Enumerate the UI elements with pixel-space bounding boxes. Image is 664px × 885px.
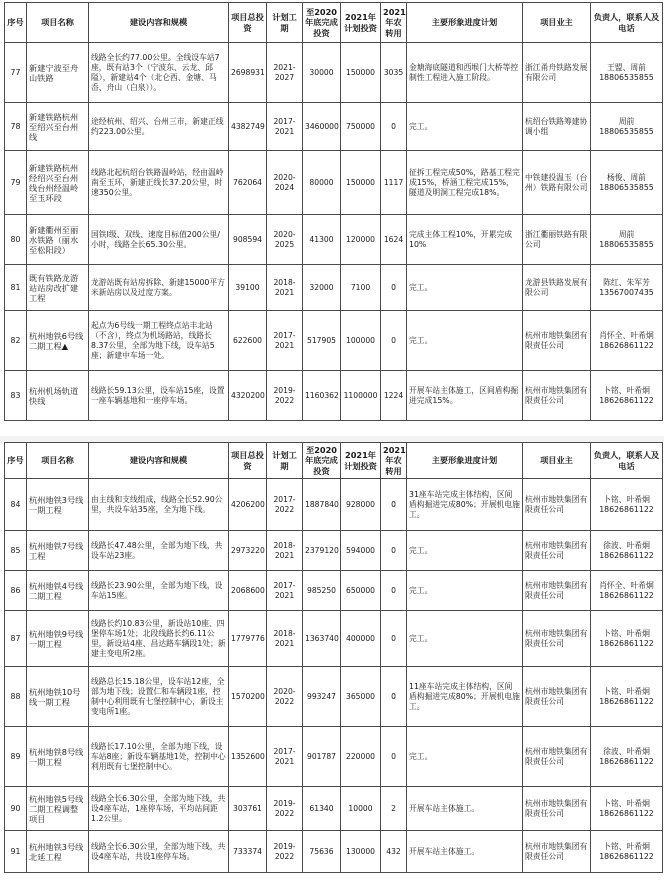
cell-name: 新建铁路杭州至绍兴至台州线 — [27, 103, 89, 151]
cell-name: 新建衢州至丽水铁路（丽水至松阳段） — [27, 215, 89, 265]
cell-plan2021: 594000 — [341, 531, 381, 571]
cell-owner: 杭州市地铁集团有限责任公司 — [523, 831, 591, 873]
cell-plan2021: 150000 — [341, 43, 381, 103]
cell-period: 2017-2021 — [267, 311, 303, 371]
cell-period: 2019-2022 — [267, 831, 303, 873]
project-table — [4, 442, 663, 873]
cell-contact: 肖怀全、叶希炯18626861122 — [591, 311, 663, 371]
cell-period: 2020-2024 — [267, 151, 303, 215]
cell-no: 78 — [5, 103, 27, 151]
cell-name: 杭州地铁8号线一期工程 — [27, 727, 89, 787]
cell-contact: 卜铭、叶希炯18626861122 — [591, 667, 663, 727]
cell-farm: 0 — [381, 265, 407, 311]
header-name: 项目名称 — [27, 3, 89, 43]
cell-no: 88 — [5, 667, 27, 727]
cell-owner: 杭州市地铁集团有限责任公司 — [523, 311, 591, 371]
cell-done2020: 2379120 — [303, 531, 341, 571]
cell-content: 线路北起杭绍台铁路温岭站，经由温岭南至玉环，新建正线长37.20公里，时速350公里。 — [89, 151, 229, 215]
cell-progress: 完成主体工程10%，开累完成10% — [407, 215, 523, 265]
cell-done2020: 1363740 — [303, 611, 341, 667]
cell-content: 途经杭州、绍兴、台州三市，新建正线约223.00公里。 — [89, 103, 229, 151]
cell-done2020: 80000 — [303, 151, 341, 215]
cell-progress: 完工。 — [407, 571, 523, 611]
cell-done2020: 993247 — [303, 667, 341, 727]
cell-no: 90 — [5, 787, 27, 831]
table-row — [5, 215, 663, 265]
project-table — [4, 2, 663, 421]
cell-owner: 杭州市地铁集团有限责任公司 — [523, 531, 591, 571]
cell-done2020: 32000 — [303, 265, 341, 311]
cell-no: 80 — [5, 215, 27, 265]
project-table-page-2 — [4, 442, 660, 873]
cell-content: 国铁Ⅰ级、双线、速度目标值200公里/小时，线路全长65.30公里。 — [89, 215, 229, 265]
cell-no: 89 — [5, 727, 27, 787]
cell-period: 2021-2027 — [267, 43, 303, 103]
table-row — [5, 727, 663, 787]
cell-period: 2018-2021 — [267, 531, 303, 571]
cell-no: 77 — [5, 43, 27, 103]
cell-name: 杭州地铁4号线二期工程 — [27, 571, 89, 611]
header-total: 项目总投资 — [229, 443, 267, 479]
cell-owner: 龙游县铁路发展有限公司 — [523, 265, 591, 311]
header-name: 项目名称 — [27, 443, 89, 479]
cell-total: 908594 — [229, 215, 267, 265]
cell-name: 杭州地铁10号线一期工程 — [27, 667, 89, 727]
cell-progress: 金塘海底隧道和西堠门大桥等控制性工程进入施工阶段。 — [407, 43, 523, 103]
cell-contact: 周前18806535855 — [591, 215, 663, 265]
cell-no: 81 — [5, 265, 27, 311]
cell-contact: 杨俊、周前18806535855 — [591, 151, 663, 215]
cell-content: 龙游站既有站房拆除、新建15000平方米新站房以及过度方案。 — [89, 265, 229, 311]
cell-progress: 完工。 — [407, 311, 523, 371]
cell-total: 4320200 — [229, 371, 267, 421]
cell-content: 线路长约10.83公里，新设站10座、四堡停车场1处；北段线路长约6.11公里，新设站4座、昌达路车辆段1处；新建主变电所2座。 — [89, 611, 229, 667]
cell-period: 2017-2021 — [267, 103, 303, 151]
cell-no: 79 — [5, 151, 27, 215]
cell-period: 2018-2021 — [267, 265, 303, 311]
cell-progress: 开展车站主体施工。 — [407, 831, 523, 873]
table-row — [5, 667, 663, 727]
cell-done2020: 901787 — [303, 727, 341, 787]
cell-progress: 完工。 — [407, 265, 523, 311]
cell-plan2021: 130000 — [341, 831, 381, 873]
cell-progress: 11座车站完成主体结构，区间盾构掘进完成80%；开展机电施工。 — [407, 667, 523, 727]
cell-name: 杭州地铁3号线北延工程 — [27, 831, 89, 873]
cell-no: 85 — [5, 531, 27, 571]
cell-contact: 卜铭、叶希炯18626861122 — [591, 831, 663, 873]
header-progress: 主要形象进度计划 — [407, 3, 523, 43]
header-farm: 2021年农转用 — [381, 3, 407, 43]
header-contact: 负责人，联系人及电话 — [591, 3, 663, 43]
cell-plan2021: 120000 — [341, 215, 381, 265]
cell-farm: 0 — [381, 531, 407, 571]
table-row — [5, 265, 663, 311]
cell-contact: 卜铭、叶希炯18626861122 — [591, 479, 663, 531]
cell-owner: 浙江衢丽铁路有限公司 — [523, 215, 591, 265]
cell-no: 86 — [5, 571, 27, 611]
cell-contact: 王盟、周前18806535855 — [591, 43, 663, 103]
cell-total: 4206200 — [229, 479, 267, 531]
cell-plan2021: 650000 — [341, 571, 381, 611]
cell-name: 新建铁路杭州经绍兴至台州线台州经温岭至玉环段 — [27, 151, 89, 215]
cell-owner: 杭绍台铁路筹建协调小组 — [523, 103, 591, 151]
cell-period: 2017-2021 — [267, 571, 303, 611]
cell-farm: 432 — [381, 831, 407, 873]
cell-total: 1570200 — [229, 667, 267, 727]
cell-done2020: 985250 — [303, 571, 341, 611]
cell-total: 762064 — [229, 151, 267, 215]
cell-owner: 杭州市地铁集团有限责任公司 — [523, 611, 591, 667]
cell-progress: 完工。 — [407, 727, 523, 787]
cell-owner: 杭州市地铁集团有限责任公司 — [523, 667, 591, 727]
cell-name: 杭州地铁7号线工程 — [27, 531, 89, 571]
cell-done2020: 1160362 — [303, 371, 341, 421]
cell-farm: 0 — [381, 611, 407, 667]
cell-contact: 卜铭、叶希炯18626861122 — [591, 787, 663, 831]
cell-content: 线路总长15.18公里，设车站12座，全部为地下线；设置仁和车辆段1座，控制中心利用既有七堡控制中心，新设主变电所1座。 — [89, 667, 229, 727]
header-done2020: 至2020年底完成投资 — [303, 3, 341, 43]
cell-content: 线路全长6.30公里，全部为地下线，共设4座车站，1座停车场，平均站间距1.2公里。 — [89, 787, 229, 831]
cell-no: 84 — [5, 479, 27, 531]
table-row — [5, 831, 663, 873]
cell-total: 303761 — [229, 787, 267, 831]
cell-total: 39100 — [229, 265, 267, 311]
cell-owner: 中铁建投温玉（台州）铁路有限公司 — [523, 151, 591, 215]
cell-plan2021: 365000 — [341, 667, 381, 727]
cell-farm: 0 — [381, 727, 407, 787]
cell-content: 由主线和支线组成，线路全长52.90公里，共设车站35座，全为地下线。 — [89, 479, 229, 531]
cell-progress: 征拆工程完成50%，路基工程完成15%，桥涵工程完成15%，隧道及明洞工程完成18%。 — [407, 151, 523, 215]
cell-farm: 1224 — [381, 371, 407, 421]
cell-owner: 杭州市地铁集团有限责任公司 — [523, 727, 591, 787]
table-row — [5, 103, 663, 151]
header-total: 项目总投资 — [229, 3, 267, 43]
cell-farm: 0 — [381, 103, 407, 151]
header-progress: 主要形象进度计划 — [407, 443, 523, 479]
cell-total: 2698931 — [229, 43, 267, 103]
cell-period: 2017-2021 — [267, 727, 303, 787]
table-row — [5, 531, 663, 571]
cell-progress: 完工。 — [407, 103, 523, 151]
header-contact: 负责人，联系人及电话 — [591, 443, 663, 479]
cell-done2020: 30000 — [303, 43, 341, 103]
cell-total: 2973220 — [229, 531, 267, 571]
header-row — [5, 443, 663, 479]
cell-farm: 1117 — [381, 151, 407, 215]
table-row — [5, 371, 663, 421]
cell-contact: 徐波、叶希炯18626861122 — [591, 727, 663, 787]
table-row — [5, 479, 663, 531]
cell-progress: 开展车站主体施工。 — [407, 787, 523, 831]
cell-total: 4382749 — [229, 103, 267, 151]
header-owner: 项目业主 — [523, 443, 591, 479]
table-row — [5, 311, 663, 371]
cell-farm: 0 — [381, 479, 407, 531]
header-owner: 项目业主 — [523, 3, 591, 43]
cell-content: 线路长17.10公里，全部为地下线，设车站8座；新设车辆基地1处，控制中心利用既有七堡控制中心。 — [89, 727, 229, 787]
header-done2020: 至2020年底完成投资 — [303, 443, 341, 479]
cell-done2020: 75636 — [303, 831, 341, 873]
cell-content: 起点为6号线一期工程终点站丰北站（不含），终点为机场路站，线路长8.37公里，全部为地下线，设车站5座；新建中车场一处。 — [89, 311, 229, 371]
table-row — [5, 571, 663, 611]
cell-plan2021: 400000 — [341, 611, 381, 667]
header-no: 序号 — [5, 3, 27, 43]
cell-contact: 卜铭、叶希炯18626861122 — [591, 611, 663, 667]
cell-owner: 杭州市地铁集团有限责任公司 — [523, 787, 591, 831]
cell-owner: 杭州市地铁集团有限责任公司 — [523, 479, 591, 531]
cell-plan2021: 150000 — [341, 151, 381, 215]
cell-period: 2020-2022 — [267, 667, 303, 727]
header-row — [5, 3, 663, 43]
cell-name: 杭州机场轨道快线 — [27, 371, 89, 421]
cell-name: 既有铁路龙游站站房改扩建工程 — [27, 265, 89, 311]
cell-period: 2020-2025 — [267, 215, 303, 265]
cell-plan2021: 220000 — [341, 727, 381, 787]
cell-contact: 徐波、叶希炯18626861122 — [591, 531, 663, 571]
cell-progress: 完工。 — [407, 531, 523, 571]
cell-no: 82 — [5, 311, 27, 371]
header-period: 计划工期 — [267, 443, 303, 479]
cell-progress: 31座车站完成主体结构，区间盾构掘进完成80%；开展机电施工。 — [407, 479, 523, 531]
cell-farm: 3035 — [381, 43, 407, 103]
cell-farm: 0 — [381, 571, 407, 611]
header-period: 计划工期 — [267, 3, 303, 43]
cell-plan2021: 10000 — [341, 787, 381, 831]
cell-plan2021: 750000 — [341, 103, 381, 151]
cell-no: 83 — [5, 371, 27, 421]
header-plan2021: 2021年计划投资 — [341, 3, 381, 43]
cell-name: 杭州地铁5号线二期工程调整项目 — [27, 787, 89, 831]
cell-plan2021: 928000 — [341, 479, 381, 531]
cell-done2020: 41300 — [303, 215, 341, 265]
table-row — [5, 787, 663, 831]
cell-farm: 1624 — [381, 215, 407, 265]
cell-period: 2017-2022 — [267, 479, 303, 531]
cell-plan2021: 1100000 — [341, 371, 381, 421]
cell-total: 1779776 — [229, 611, 267, 667]
header-farm: 2021年农转用 — [381, 443, 407, 479]
cell-total: 1352600 — [229, 727, 267, 787]
cell-content: 线路全长6.30公里，全部为地下线，共设4座车站，共设1座停车场。 — [89, 831, 229, 873]
cell-plan2021: 100000 — [341, 311, 381, 371]
cell-owner: 杭州市地铁集团有限责任公司 — [523, 571, 591, 611]
cell-total: 2068600 — [229, 571, 267, 611]
cell-total: 622600 — [229, 311, 267, 371]
cell-done2020: 517905 — [303, 311, 341, 371]
header-no: 序号 — [5, 443, 27, 479]
cell-progress: 开展车站主体施工，区间盾构掘进完成15%。 — [407, 371, 523, 421]
cell-done2020: 1887840 — [303, 479, 341, 531]
cell-period: 2019-2022 — [267, 787, 303, 831]
cell-owner: 浙江甬舟铁路发展有限公司 — [523, 43, 591, 103]
table-row — [5, 151, 663, 215]
cell-contact: 周前18806535855 — [591, 103, 663, 151]
cell-no: 87 — [5, 611, 27, 667]
cell-content: 线路长23.90公里，全部为地下线，设车站15座。 — [89, 571, 229, 611]
cell-owner: 杭州市地铁集团有限责任公司 — [523, 371, 591, 421]
header-content: 建设内容和规模 — [89, 443, 229, 479]
cell-farm: 0 — [381, 667, 407, 727]
cell-done2020: 3460000 — [303, 103, 341, 151]
table-row — [5, 611, 663, 667]
cell-name: 杭州地铁9号线一期工程 — [27, 611, 89, 667]
header-plan2021: 2021年计划投资 — [341, 443, 381, 479]
cell-progress: 完工。 — [407, 611, 523, 667]
cell-period: 2018-2021 — [267, 611, 303, 667]
cell-done2020: 61340 — [303, 787, 341, 831]
cell-period: 2019-2022 — [267, 371, 303, 421]
header-content: 建设内容和规模 — [89, 3, 229, 43]
cell-plan2021: 7100 — [341, 265, 381, 311]
cell-contact: 陈红、朱军芳13567007435 — [591, 265, 663, 311]
cell-content: 线路长47.48公里，全部为地下线，共设车站23座。 — [89, 531, 229, 571]
cell-contact: 卜铭、叶希炯18626861122 — [591, 371, 663, 421]
cell-name: 杭州地铁6号线二期工程▲ — [27, 311, 89, 371]
cell-total: 733374 — [229, 831, 267, 873]
cell-farm: 2 — [381, 787, 407, 831]
cell-contact: 肖怀全、叶希炯18626861122 — [591, 571, 663, 611]
project-table-page-1 — [4, 2, 660, 421]
cell-no: 91 — [5, 831, 27, 873]
cell-name: 新建宁波至舟山铁路 — [27, 43, 89, 103]
table-row — [5, 43, 663, 103]
cell-farm: 0 — [381, 311, 407, 371]
cell-content: 线路长59.13公里，设车站15座，设置一座车辆基地和一座停车场。 — [89, 371, 229, 421]
cell-name: 杭州地铁3号线一期工程 — [27, 479, 89, 531]
cell-content: 线路全长约77.00公里。全线设车站7座，既有站3个（宁波东、云龙、邱隘），新建站4个（北仑西、金塘、马岙、舟山（白泉））。 — [89, 43, 229, 103]
